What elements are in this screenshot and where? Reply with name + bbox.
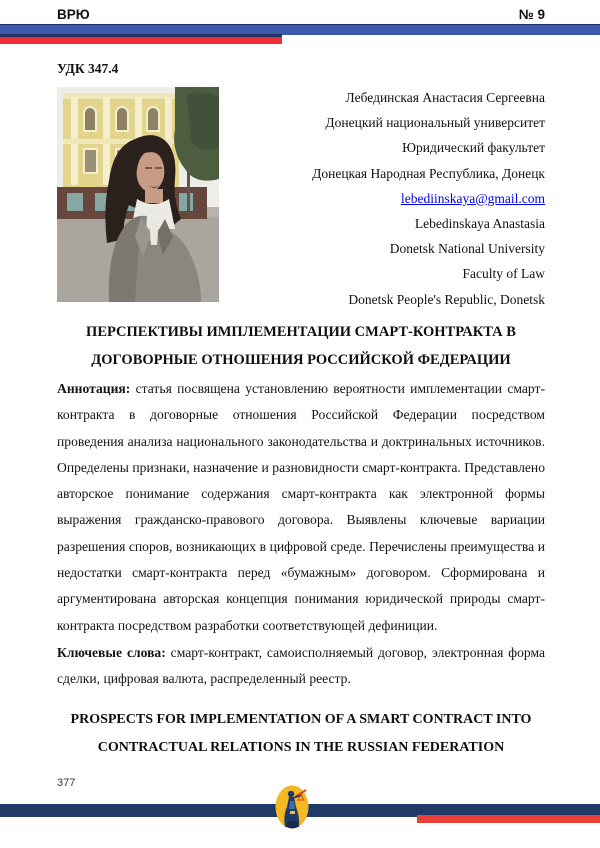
- article-title-ru: ПЕРСПЕКТИВЫ ИМПЛЕМЕНТАЦИИ СМАРТ-КОНТРАКТА В ДОГОВОРНЫЕ ОТНОШЕНИЯ РОССИЙСКОЙ ФЕДЕРАЦИИ: [86, 324, 516, 368]
- author-faculty-en: Faculty of Law: [462, 266, 545, 282]
- author-email-link[interactable]: lebediinskaya@gmail.com: [400, 190, 545, 206]
- justice-logo: [275, 785, 309, 829]
- author-block: [230, 85, 545, 312]
- author-location-ru: Донецкая Народная Республика, Донецк: [312, 165, 545, 181]
- abstract-paragraph: [57, 376, 545, 639]
- keywords-text: смарт-контракт, самоисполняемый договор, электронная форма сделки, цифровая валюта, распределенный реестр.: [57, 645, 546, 687]
- author-location-en: Donetsk People's Republic, Donetsk: [348, 291, 545, 307]
- keywords-paragraph: [57, 640, 545, 693]
- issue-number: № 9: [518, 7, 545, 22]
- author-name-ru: Лебединская Анастасия Сергеевна: [345, 90, 545, 105]
- keywords-label: Ключевые слова:: [57, 645, 166, 660]
- top-red-bar: [0, 37, 282, 44]
- author-university-ru: Донецкий национальный университет: [325, 115, 545, 131]
- author-portrait-photo: [57, 87, 219, 302]
- lady-justice-icon: [275, 785, 309, 829]
- udc-code: УДК 347.4: [57, 61, 119, 76]
- journal-title: ВРЮ: [57, 7, 90, 22]
- portrait-illustration: [57, 87, 219, 302]
- author-name-en: Lebedinskaya Anastasia: [414, 216, 545, 232]
- author-university-en: Donetsk National University: [389, 241, 545, 257]
- page-number: 377: [57, 777, 76, 789]
- bottom-red-bar: [417, 815, 600, 823]
- abstract-text: статья посвящена установлению вероятности имплементации смарт-контракта в договорные отношения Российской Федерации посредством проведения анализа национального законодательства и доктринальных источников. Определены признаки, назначение и разновидности смарт-контракта. Представлено авторское понимание содержания смарт-контракта как электронной формы выражения гражданско-правового договора. Выявлены ключевые вариации разрешения споров, возникающих в цифровой среде. Перечислены преимущества и недостатки смарт-контракта перед «бумажным» договором. Сформирована и аргументирована авторская концепция понимания юридической природы смарт-контракта посредством разработки соответствующей дефиниции.: [57, 381, 545, 633]
- author-email-row: [230, 186, 545, 211]
- abstract-label: Аннотация:: [57, 381, 131, 396]
- author-faculty-ru: Юридический факультет: [402, 140, 545, 156]
- article-title-en: PROSPECTS FOR IMPLEMENTATION OF A SMART CONTRACT INTO CONTRACTUAL RELATIONS IN THE RUSSIAN FEDERATION: [70, 712, 532, 755]
